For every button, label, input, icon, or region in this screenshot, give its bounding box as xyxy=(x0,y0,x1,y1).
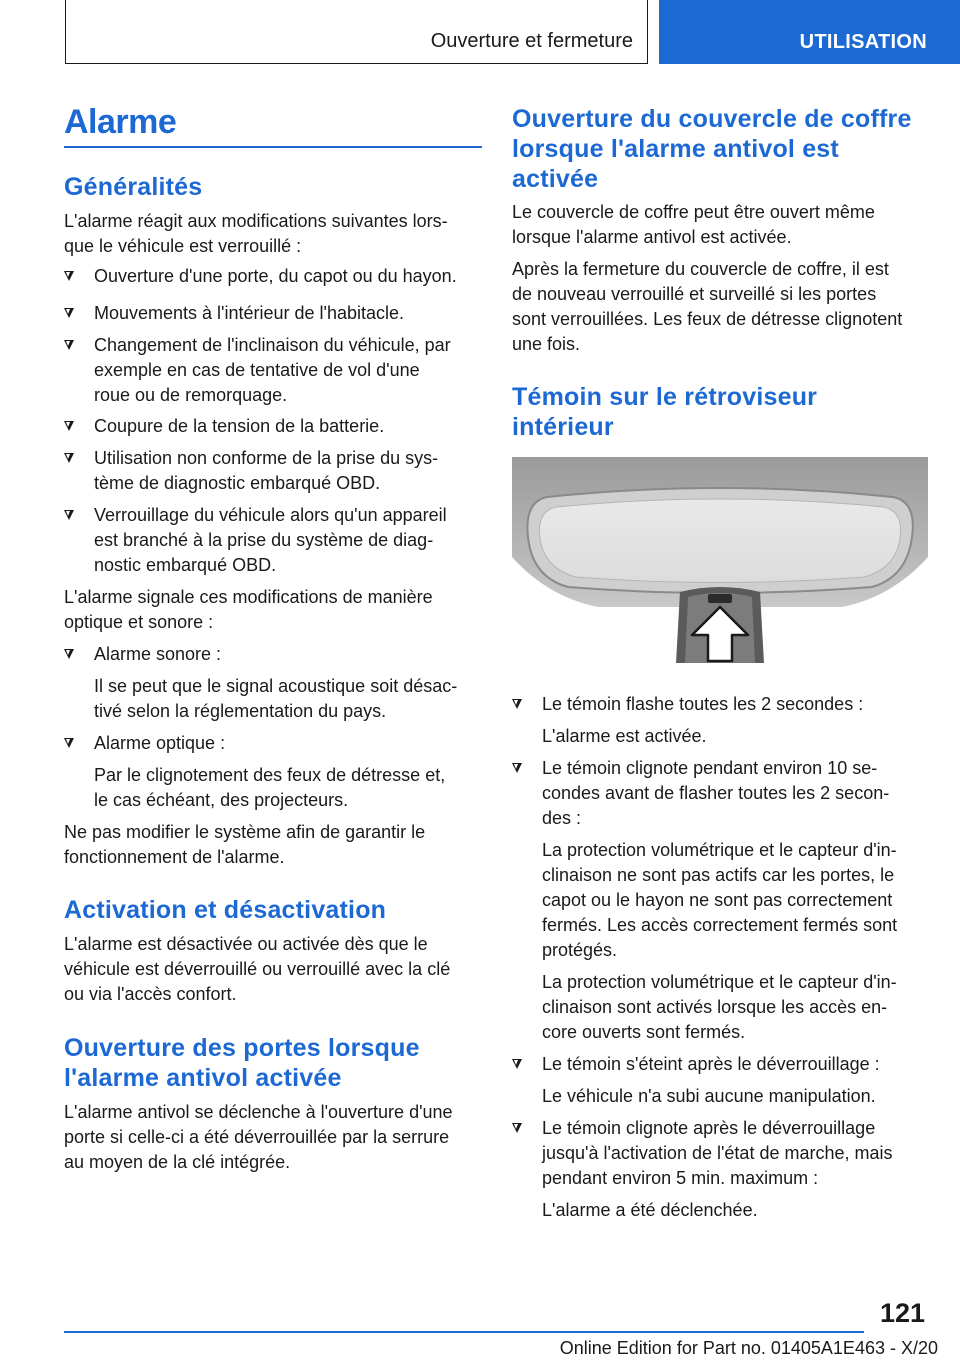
triangle-bullet-icon xyxy=(64,453,74,463)
paragraph-portes: L'alarme antivol se déclenche à l'ouverture d'une porte si celle-ci a été déverrouillée par la serrure au moyen de la clé intégrée. xyxy=(64,1102,453,1172)
list-item-detail: Par le clignotement des feux de détresse et, le cas échéant, des projecteurs. xyxy=(94,765,446,810)
heading-activation: Activation et désactivation xyxy=(64,896,387,924)
list-item: Mouvements à l'intérieur de l'habitacle. xyxy=(64,301,482,326)
page-title: Alarme xyxy=(64,103,177,141)
triangle-bullet-icon xyxy=(512,1123,522,1133)
list-item-detail: L'alarme est activée. xyxy=(542,726,707,746)
paragraph-signale: L'alarme signale ces modifications de manière optique et sonore : xyxy=(64,587,433,632)
list-item: Le témoin flashe toutes les 2 secondes : xyxy=(512,692,928,717)
list-item-detail: Le véhicule n'a subi aucune manipulation. xyxy=(542,1086,876,1106)
list-item: Le témoin clignote pendant environ 10 se- condes avant de flasher toutes les 2 secon- des : xyxy=(512,756,928,831)
edition-footer: Online Edition for Part no. 01405A1E463 - X/20 xyxy=(559,1338,938,1358)
triangle-bullet-icon xyxy=(512,1059,522,1069)
title-rule xyxy=(64,146,482,148)
chapter-title: UTILISATION xyxy=(799,31,927,53)
running-header-chapter-tab xyxy=(659,0,960,64)
list-item: Le témoin clignote après le déverrouillage jusqu'à l'activation de l'état de marche, mais pendant environ 5 min. maximum : xyxy=(512,1116,928,1191)
triangle-bullet-icon xyxy=(64,421,74,431)
heading-generalites: Généralités xyxy=(64,173,203,201)
triangle-bullet-icon xyxy=(64,510,74,520)
paragraph-modifier: Ne pas modifier le système afin de garantir le fonctionnement de l'alarme. xyxy=(64,822,426,867)
heading-portes: Ouverture des portes lorsque l'alarme antivol activée xyxy=(64,1034,420,1092)
list-item: Alarme sonore : xyxy=(64,642,482,667)
heading-coffre: Ouverture du couvercle de coffre lorsque l'alarme antivol est activée xyxy=(512,105,912,193)
list-item: Coupure de la tension de la batterie. xyxy=(64,414,482,439)
rearview-mirror-illustration xyxy=(512,457,928,663)
paragraph-coffre-2: Après la fermeture du couvercle de coffre, il est de nouveau verrouillé et surveillé si les portes sont verrouillées. Les feux de détresse clignotent une fois. xyxy=(512,259,903,354)
paragraph-coffre-1: Le couvercle de coffre peut être ouvert même lorsque l'alarme antivol est activée. xyxy=(512,202,875,247)
page-number: 121 xyxy=(879,1298,925,1328)
list-item: Changement de l'inclinaison du véhicule, par exemple en cas de tentative de vol d'une roue ou de remorquage. xyxy=(64,333,482,408)
triangle-bullet-icon xyxy=(64,271,74,281)
list-item-detail: La protection volumétrique et le capteur d'in- clinaison sont activés lorsque les accès en- core ouverts sont fermés. xyxy=(542,972,897,1042)
list-item-detail: La protection volumétrique et le capteur d'in- clinaison ne sont pas actifs car les portes, le capot ou le hayon ne sont pas correctement fermés. Les accès correctement fermés sont protégés. xyxy=(542,840,898,960)
list-item: Alarme optique : xyxy=(64,731,482,756)
paragraph-intro: L'alarme réagit aux modifications suivantes lors- que le véhicule est verrouillé : xyxy=(64,211,448,256)
triangle-bullet-icon xyxy=(512,763,522,773)
triangle-bullet-icon xyxy=(64,308,74,318)
list-item-detail: Il se peut que le signal acoustique soit désac- tivé selon la réglementation du pays. xyxy=(94,676,458,721)
list-item: Le témoin s'éteint après le déverrouillage : xyxy=(512,1052,928,1077)
heading-temoin: Témoin sur le rétroviseur intérieur xyxy=(512,383,818,441)
section-title: Ouverture et fermeture xyxy=(430,30,633,52)
list-item: Utilisation non conforme de la prise du sys- tème de diagnostic embarqué OBD. xyxy=(64,446,482,496)
paragraph-activation: L'alarme est désactivée ou activée dès que le véhicule est déverrouillé ou verrouillé avec la clé ou via l'accès confort. xyxy=(64,934,451,1004)
list-item-detail: L'alarme a été déclenchée. xyxy=(542,1200,758,1220)
list-item: Ouverture d'une porte, du capot ou du hayon. xyxy=(64,264,482,289)
triangle-bullet-icon xyxy=(64,738,74,748)
running-header-section xyxy=(65,0,648,64)
triangle-bullet-icon xyxy=(64,649,74,659)
footer-rule xyxy=(64,1331,864,1333)
triangle-bullet-icon xyxy=(512,699,522,709)
triangle-bullet-icon xyxy=(64,340,74,350)
list-item: Verrouillage du véhicule alors qu'un appareil est branché à la prise du système de diag- nostic embarqué OBD. xyxy=(64,503,482,578)
